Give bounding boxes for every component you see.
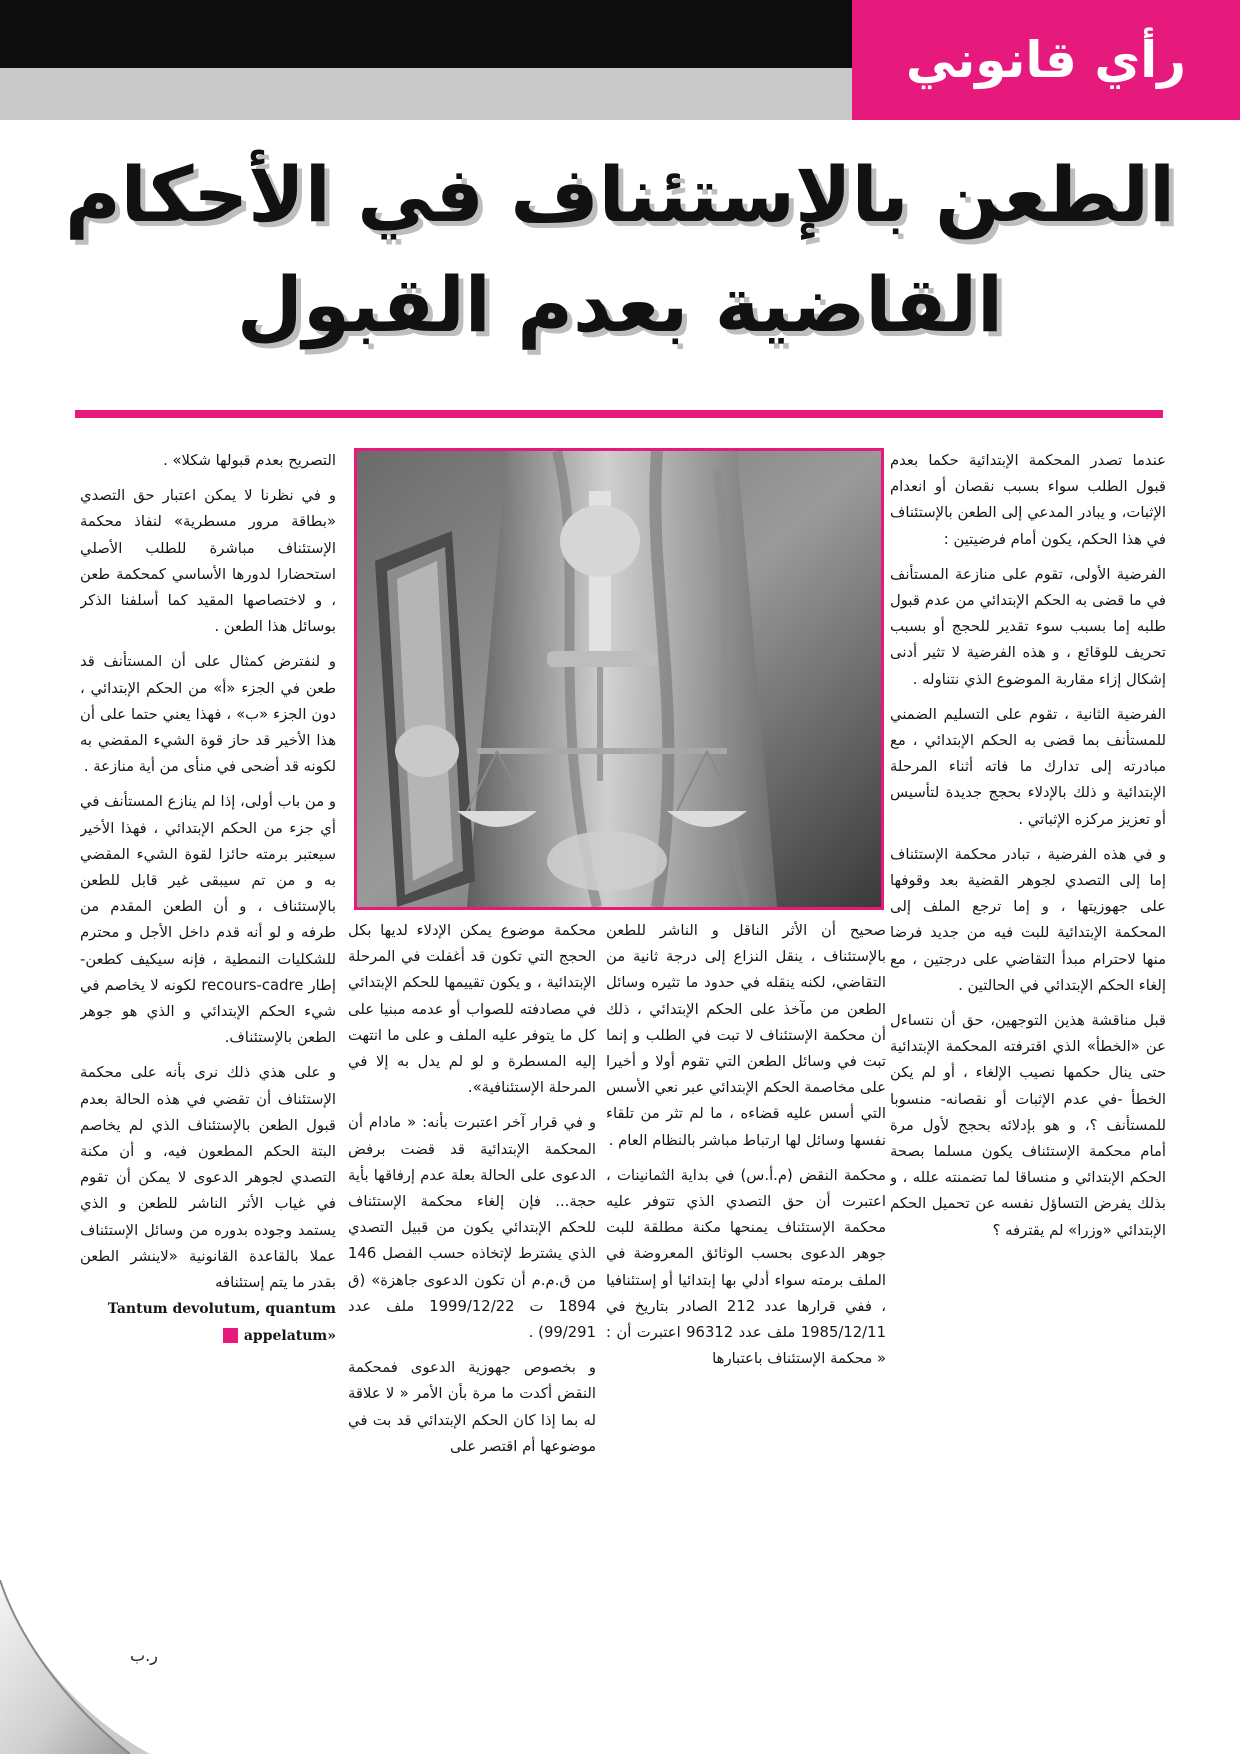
paragraph: و لنفترض كمثال على أن المستأنف قد طعن في الجزء «أ» من الحكم الإبتدائي ، دون الجزء «ب» ، فهذا يعني حتما على أن هذا الأخير قد حاز قوة الشيء المقضي به لكونه قد أضحى في منأى من أية منازعة .	[80, 653, 336, 776]
headline-line-1: الطعن بالإستئناف في الأحكام	[64, 150, 1176, 239]
paragraph: و في نظرنا لا يمكن اعتبار حق التصدي «بطاقة مرور مسطرية» لنفاذ محكمة الإستئناف مباشرة للطلب الأصلي استحضارا لدورها الأساسي كمحكمة طعن ، و لاختصاصها المقيد كما أسلفنا الذكر بوسائل هذا الطعن .	[80, 487, 336, 636]
end-mark-icon	[223, 1328, 238, 1343]
paragraph: عندما تصدر المحكمة الإبتدائية حكما بعدم قبول الطلب سواء بسبب نقصان أو انعدام الإثبات، و يبادر المدعي إلى الطعن بالإستئناف في هذا الحكم، يكون أمام فرضيتين :	[890, 452, 1166, 548]
paragraph: قبل مناقشة هذين التوجهين، حق أن نتساءل عن «الخطأ» الذي اقترفته المحكمة الإبتدائية حتى ينال حكمها نصيب الإلغاء ، أو لم يكن الخطأ -في عدم الإثبات أو نقصانه- منسوبا للمستأنف ؟، و هو بإدلائه بحجج لأول مرة أمام محكمة الإستئناف يكون مسلما بصحة الحكم الإبتدائي و منساقا لما تضمنته علله ، و بذلك يفرض التساؤل نفسه عن تحميل الحكم الإبتدائي «وزرا» لم يقترفه ؟	[890, 1012, 1166, 1239]
headline-rule	[75, 410, 1163, 418]
paragraph: و على هذي ذلك نرى بأنه على محكمة الإستئناف أن تقضي في هذه الحالة بعدم قبول الطعن بالإستئناف الذي لم يخاصم البتة الحكم المطعون فيه، و أن مكنة التصدي لجوهر الدعوى لا يمكن أن تقوم في غياب الأثر الناشر للطعن و الذي يستمد وجوده بدوره من وسائل الإستئناف عملا بالقاعدة القانونية «لاينشر الطعن بقدر ما يتم إستئنافه	[80, 1064, 336, 1292]
top-gray-band	[0, 68, 852, 120]
page-curl-icon	[0, 1580, 180, 1754]
paragraph: محكمة النقض (م.أ.س) في بداية الثمانينات ، اعتبرت أن حق التصدي الذي تتوفر عليه محكمة الإستئناف يمنحها مكنة مطلقة للبت جوهر الدعوى بحسب الوثائق المعروضة في الملف برمته سواء أدلي بها إبتدائيا أو إستئنافيا ، ففي قرارها عدد 212 الصادر بتاريخ في 1985/12/11 ملف عدد 96312 اعتبرت أن : « محكمة الإستئناف باعتبارها	[606, 1166, 886, 1368]
article-column-3	[348, 918, 596, 1628]
latin-quote-line-2	[80, 1323, 336, 1349]
paragraph: صحيح أن الأثر الناقل و الناشر للطعن بالإستئناف ، ينقل النزاع إلى درجة ثانية من التقاضي، لكنه ينقله في حدود ما تثيره وسائل الطعن من مآخذ على الحكم الإبتدائي ، ذلك أن محكمة الإستئناف لا تبت في الطلب و إنما تبت في وسائل الطعن التي تقوم أولا و أخيرا على مخاصمة الحكم الإبتدائي عبر نعي الأسس التي أسس عليه قضاءه ، ما لم تثر من تلقاء نفسها وسائل لها ارتباط مباشر بالنظام العام .	[606, 922, 886, 1149]
article-column-1	[890, 448, 1166, 1628]
article-headline	[60, 140, 1180, 360]
top-black-band	[0, 0, 852, 68]
latin-quote-line-1: Tantum devolutum, quantum	[107, 1301, 336, 1318]
paragraph: و بخصوص جهوزية الدعوى فمحكمة النقض أكدت ما مرة بأن الأمر « لا علاقة له بما إذا كان الحكم الإبتدائي قد بت في موضوعها أم اقتصر على	[348, 1359, 596, 1455]
article-column-4	[80, 448, 336, 1628]
paragraph: و من باب أولى، إذا لم ينازع المستأنف في أي جزء من الحكم الإبتدائي ، فهذا الأخير سيعتبر برمته حائزا لقوة الشيء المقضي به و من تم سيبقى غير قابل للطعن بالإستئناف ، و أن الطعن المقدم من طرفه و لو أنه قدم داخل الأجل و محترم للشكليات النمطية ، فإنه سيكيف كطعن-إطار recours-cadre لكونه لا يخاصم في شيء الحكم الإبتدائي و الذي هو جوهر الطعن بالإستئناف.	[80, 793, 336, 1047]
paragraph: و في قرار آخر اعتبرت بأنه: « مادام أن المحكمة الإبتدائية قد قضت برفض الدعوى على الحالة بعلة عدم إرفاقها بأية حجة... فإن إلغاء محكمة الإستئناف للحكم الإبتدائي يكون من قبيل التصدي الذي يشترط لإتخاذه حسب الفصل 146 من ق.م.م أن تكون الدعوى جاهزة» (ق 1894 ت 1999/12/22 ملف عدد 99/291) .	[348, 1114, 596, 1342]
paragraph: محكمة موضوع يمكن الإدلاء لديها بكل الحجج التي تكون قد أغفلت في المرحلة الإبتدائية ، و يكون تقييمها للحكم الإبتدائي في مصادفته للصواب أو عدمه مبنيا على كل ما يتوفر عليه الملف و على ما انتهت إليه المسطرة و لو لم يدل به إلا في المرحلة الإستئنافية».	[348, 922, 596, 1097]
paragraph: الفرضية الثانية ، تقوم على التسليم الضمني للمستأنف بما قضى به الحكم الإبتدائي ، مع مبادرته إلى تدارك ما فاته أثناء المرحلة الإبتدائية و ذلك بالإدلاء بحجج جديدة لتأسيس أو تعزيز مركزه الإثباتي .	[890, 705, 1166, 828]
article-column-2	[606, 918, 886, 1628]
author-initials: ر.ب	[130, 1646, 158, 1665]
headline-line-2: القاضية بعدم القبول	[236, 260, 1004, 349]
paragraph: و في هذه الفرضية ، تبادر محكمة الإستئناف إما إلى التصدي لجوهر القضية بعد وقوفها على جهوزيتها ، و إما ترجع الملف إلى المحكمة الإبتدائية للبت فيه من جديد فرضا منها لاحترام مبدأ التقاضي على درجتين ، مع إلغاء الحكم الإبتدائي في الحالتين .	[890, 845, 1166, 994]
section-tag: رأي قانوني	[852, 0, 1240, 120]
paragraph: التصريح بعدم قبولها شكلا» .	[163, 452, 336, 469]
justice-statue-image	[357, 451, 881, 907]
latin-quote-text: appelatum»	[243, 1327, 336, 1344]
justice-statue-photo	[354, 448, 884, 910]
paragraph: الفرضية الأولى، تقوم على منازعة المستأنف في ما قضى به الحكم الإبتدائي من عدم قبول طلبه إما بسبب سوء تقدير للحجج أو بسبب تحريف للوقائع ، و هذه الفرضية لا تثير أدنى إشكال إزاء مقاربة الموضوع الذي نتناوله .	[890, 565, 1166, 688]
